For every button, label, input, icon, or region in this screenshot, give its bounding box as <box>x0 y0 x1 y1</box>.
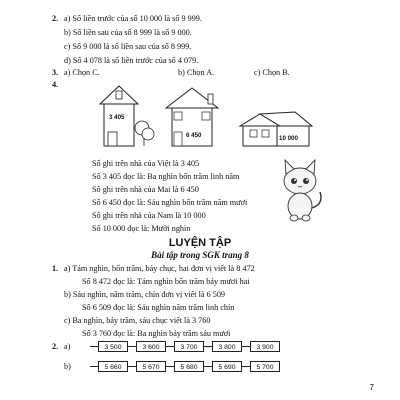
practice-1-line-a-read: Số 8 472 đọc là: Tám nghìn bốn trăm bảy mươi hai <box>82 277 250 286</box>
chain-connector <box>90 366 98 367</box>
chain-a-box-4: 3 800 <box>212 341 242 352</box>
chain-a-box-2: 3 600 <box>136 341 166 352</box>
exercise-3-choice-c: c) Chọn B. <box>254 68 290 77</box>
chain-b-box-1: 5 660 <box>98 361 128 372</box>
chain-connector <box>204 366 212 367</box>
chain-connector <box>242 366 250 367</box>
practice-1-line-a: a) Tám nghìn, bốn trăm, bảy chục, hai đơn vị viết là 8 472 <box>64 264 255 273</box>
house-label-viet: 3 405 <box>109 114 125 121</box>
practice-1-line-c: c) Ba nghìn, bảy trăm, sáu chục viết là 3 760 <box>64 316 211 325</box>
exercise-2-line-c: c) Số 9 000 là số liền sau của số 8 999. <box>64 42 192 51</box>
practice-1-line-b: b) Sáu nghìn, năm trăm, chín đơn vị viết là 6 509 <box>64 290 226 299</box>
chain-b-box-4: 5 690 <box>212 361 242 372</box>
exercise-3-choice-b: b) Chọn A. <box>178 68 215 77</box>
exercise-4-number: 4. <box>52 80 59 89</box>
chain-b-box-3: 5 680 <box>174 361 204 372</box>
exercise-3-choice-a: a) Chọn C. <box>64 68 100 77</box>
chain-connector <box>166 346 174 347</box>
exercise-4-line-4: Số 6 450 đọc là: Sáu nghìn bốn trăm năm mươi <box>92 198 248 207</box>
practice-2-a-label: a) <box>64 342 71 351</box>
chain-a-box-3: 3 700 <box>174 341 204 352</box>
exercise-4-line-3: Số ghi trên nhà của Mai là 6 450 <box>92 185 199 194</box>
practice-title: LUYỆN TẬP <box>168 237 232 249</box>
exercise-4-line-5: Số ghi trên nhà của Nam là 10 000 <box>92 211 206 220</box>
exercise-4-line-6: Số 10 000 đọc là: Mười nghìn <box>92 224 191 233</box>
chain-a-box-1: 3 500 <box>98 341 128 352</box>
exercise-4-line-2: Số 3 405 đọc là: Ba nghìn bốn trăm linh năm <box>92 172 240 181</box>
practice-1-number: 1. <box>52 264 59 273</box>
house-nam <box>240 112 312 146</box>
practice-2-number: 2. <box>52 342 59 351</box>
chain-connector <box>204 346 212 347</box>
exercise-3-number: 3. <box>52 68 59 77</box>
chain-b-box-2: 5 670 <box>136 361 166 372</box>
chain-b-box-5: 5 700 <box>250 361 280 372</box>
chain-connector <box>128 366 136 367</box>
page-number: 7 <box>369 383 374 392</box>
chain-connector <box>242 346 250 347</box>
chain-connector <box>128 346 136 347</box>
chain-a-box-5: 3 900 <box>250 341 280 352</box>
exercise-2-line-a: a) Số liền trước của số 10 000 là số 9 999. <box>64 14 202 23</box>
exercise-4-line-1: Số ghi trên nhà của Việt là 3 405 <box>92 159 200 168</box>
house-label-nam: 10 000 <box>279 135 298 142</box>
chain-connector <box>166 366 174 367</box>
exercise-2-line-b: b) Số liền sau của số 8 999 là số 9 000. <box>64 28 192 37</box>
cat-illustration <box>274 156 326 226</box>
practice-subtitle: Bài tập trong SGK trang 8 <box>151 250 249 260</box>
practice-1-line-c-read: Số 3 760 đọc là: Ba nghìn bảy trăm sáu mươi <box>82 329 231 338</box>
house-viet <box>100 86 154 146</box>
practice-1-line-b-read: Số 6 509 đọc là: Sáu nghìn năm trăm linh chín <box>82 303 235 312</box>
house-mai <box>166 88 218 146</box>
house-label-mai: 6 450 <box>186 132 202 139</box>
practice-2-b-label: b) <box>64 362 71 371</box>
exercise-2-number: 2. <box>52 14 59 23</box>
houses-illustration <box>90 82 320 148</box>
exercise-2-line-d: d) Số 4 078 là số liền trước của số 4 079. <box>64 56 199 65</box>
chain-connector <box>90 346 98 347</box>
